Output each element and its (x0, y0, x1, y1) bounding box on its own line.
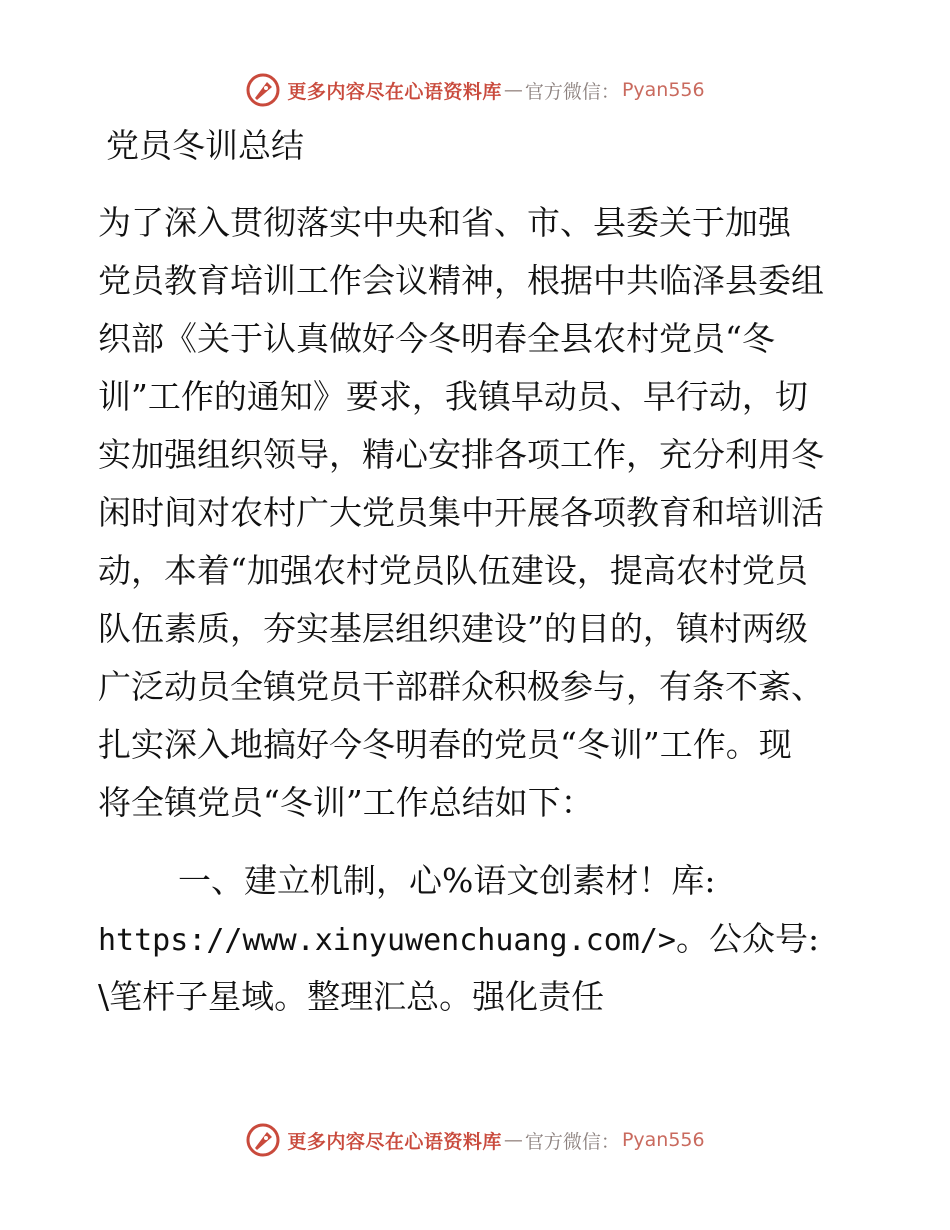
paragraph-line: 党员教育培训工作会议精神，根据中共临泽县委组 (98, 261, 824, 300)
document-title: 党员冬训总结 (106, 126, 304, 165)
banner-separator: — (503, 79, 523, 101)
pen-nib-logo-icon (245, 72, 281, 108)
paragraph-line: 将全镇党员“冬训”工作总结如下： (98, 783, 594, 822)
paragraph-line: 织部《关于认真做好今冬明春全县农村党员“冬 (98, 319, 775, 358)
banner-wechat-label: 官方微信： (524, 1130, 620, 1153)
banner-wechat-label: 官方微信： (524, 80, 620, 103)
section-url-line (98, 910, 858, 968)
banner-wechat-id: Pyan556 (621, 79, 705, 101)
source-url-link[interactable]: https://www.xinyuwenchuang.com/> (98, 923, 676, 958)
pen-nib-logo-icon (245, 1122, 281, 1158)
paragraph-line: 为了深入贯彻落实中央和省、市、县委关于加强 (98, 203, 791, 242)
banner-site-text: 更多内容尽在心语资料库 (287, 80, 502, 103)
section-heading: 一、建立机制，心%语文创素材！库: (178, 861, 716, 900)
header-banner (0, 68, 950, 112)
footer-banner (0, 1118, 950, 1162)
section-last-line: \笔杆子星域。整理汇总。强化责任 (98, 977, 605, 1016)
section-url-suffix: 。公众号: (675, 919, 820, 958)
document-paragraph (98, 194, 858, 832)
paragraph-line: 广泛动员全镇党员干部群众积极参与，有条不紊、 (98, 667, 824, 706)
paragraph-line: 扎实深入地搞好今冬明春的党员“冬训”工作。现 (98, 725, 792, 764)
paragraph-line: 动，本着“加强农村党员队伍建设，提高农村党员 (98, 551, 808, 590)
paragraph-line: 闲时间对农村广大党员集中开展各项教育和培训活 (98, 493, 824, 532)
banner-site-text: 更多内容尽在心语资料库 (287, 1130, 502, 1153)
paragraph-line: 实加强组织领导，精心安排各项工作，充分利用冬 (98, 435, 824, 474)
section-one (98, 852, 858, 1026)
banner-separator: — (503, 1129, 523, 1151)
paragraph-line: 队伍素质，夯实基层组织建设”的目的，镇村两级 (98, 609, 808, 648)
paragraph-line: 训”工作的通知》要求，我镇早动员、早行动，切 (98, 377, 808, 416)
banner-wechat-id: Pyan556 (621, 1129, 705, 1151)
